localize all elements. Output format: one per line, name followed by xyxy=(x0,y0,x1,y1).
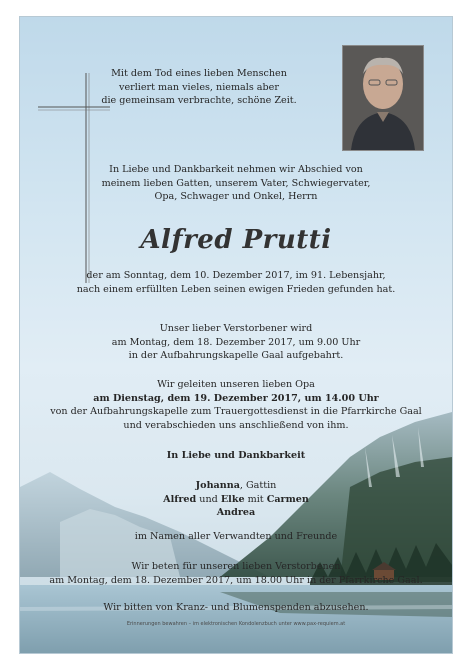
intro-quote-line: Mit dem Tod eines lieben Menschen xyxy=(111,68,287,79)
prayer-line: am Montag, dem 18. Dezember 2017, um 18.00 Uhr in der Pfarrkirche Gaal. xyxy=(49,574,423,586)
conjunction: mit xyxy=(244,493,267,505)
intro-quote xyxy=(19,67,415,108)
farewell-line: In Liebe und Dankbarkeit nehmen wir Abschied von xyxy=(109,164,363,175)
relatives-line: im Namen aller Verwandten und Freunde xyxy=(134,531,338,542)
viewing-line: Unser lieber Verstorbener wird xyxy=(159,323,313,334)
death-notice xyxy=(20,269,452,296)
intro-quote-line: verliert man vieles, niemals aber xyxy=(119,81,279,93)
donation-request: Wir bitten von Kranz- und Blumenspenden abzusehen. xyxy=(103,602,369,613)
prayer-info xyxy=(20,560,452,587)
child-name: Elke xyxy=(220,493,245,505)
funeral-date: am Dienstag, dem 19. Dezember 2017, um 14.00 Uhr xyxy=(93,392,379,404)
grandchild-name: Carmen xyxy=(266,493,309,505)
death-notice-line: der am Sonntag, dem 10. Dezember 2017, im 91. Lebensjahr, xyxy=(86,270,386,281)
deceased-name: Alfred Prutti xyxy=(140,225,332,255)
child-name: Alfred xyxy=(163,493,197,505)
viewing-info xyxy=(20,322,452,363)
viewing-line: in der Aufbahrungskapelle Gaal aufgebahrt. xyxy=(128,350,344,362)
mourner-wife xyxy=(20,479,452,493)
footer-note: Erinnerungen bewahren – im elektronischen Kondolenzbuch unter www.pax-requiem.at xyxy=(126,621,346,627)
wife-role: , Gattin xyxy=(239,480,277,491)
grandchild-name: Andrea xyxy=(216,507,256,519)
funeral-detail-line: von der Aufbahrungskapelle zum Trauergottesdienst in die Pfarrkirche Gaal xyxy=(50,406,422,418)
funeral-info xyxy=(20,378,452,432)
mourners-heading: In Liebe und Dankbarkeit xyxy=(166,450,306,461)
intro-quote-line: die gemeinsam verbrachte, schöne Zeit. xyxy=(101,95,297,107)
viewing-line: am Montag, dem 18. Dezember 2017, um 9.00 Uhr xyxy=(111,336,361,348)
mourner-children xyxy=(20,493,452,507)
conjunction: und xyxy=(196,493,221,505)
funeral-intro: Wir geleiten unseren lieben Opa xyxy=(157,379,315,390)
prayer-line: Wir beten für unseren lieben Verstorbenen xyxy=(131,561,341,572)
farewell-line: Opa, Schwager und Onkel, Herrn xyxy=(154,191,318,203)
funeral-detail-line: und verabschieden uns anschließend von ihm. xyxy=(123,419,349,431)
wife-name: Johanna xyxy=(195,480,240,491)
death-notice-line: nach einem erfüllten Leben seinen ewigen Frieden gefunden hat. xyxy=(76,283,396,295)
farewell-text xyxy=(20,163,452,204)
farewell-line: meinem lieben Gatten, unserem Vater, Schwiegervater, xyxy=(101,177,371,189)
obituary-card xyxy=(19,16,453,654)
mourners-list xyxy=(20,479,452,520)
